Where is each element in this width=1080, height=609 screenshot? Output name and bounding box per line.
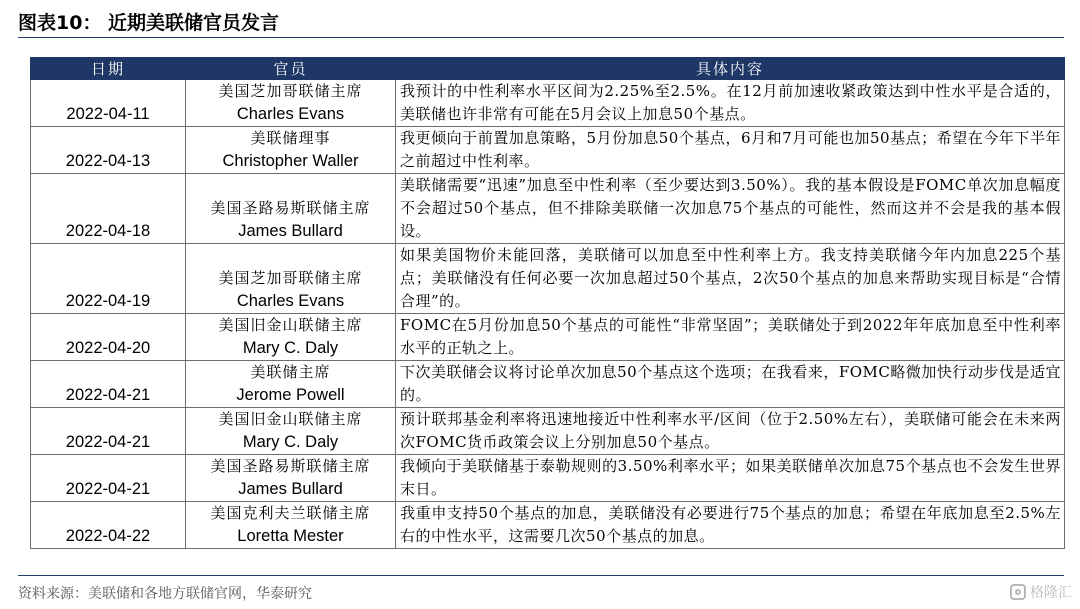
- row-content: 预计联邦基金利率将迅速地接近中性利率水平/区间（位于2.50%左右），美联储可能会在未来两次FOMC货币政策会议上分别加息50个基点。: [396, 408, 1065, 455]
- table-row: [31, 455, 1065, 502]
- watermark: [1010, 582, 1072, 602]
- official-name: Loretta Mester: [237, 527, 344, 545]
- row-official: [186, 502, 396, 549]
- row-official: [186, 314, 396, 361]
- figure-title: 图表10： 近期美联储官员发言: [18, 12, 280, 34]
- row-content: 如果美国物价未能回落，美联储可以加息至中性利率上方。我支持美联储今年内加息225个基点；美联储没有任何必要一次加息超过50个基点，2次50个基点的加息来帮助实现目标是“合情合理”的。: [396, 244, 1065, 314]
- official-name: Christopher Waller: [222, 152, 359, 170]
- footer-divider: [18, 575, 1064, 576]
- official-organization: 美国芝加哥联储主席: [218, 269, 363, 287]
- table-row: [31, 502, 1065, 549]
- row-official: [186, 80, 396, 127]
- table-row: [31, 361, 1065, 408]
- official-organization: 美国克利夫兰联储主席: [210, 504, 371, 522]
- row-content: 下次美联储会议将讨论单次加息50个基点这个选项；在我看来，FOMC略微加快行动步伐是适宜的。: [396, 361, 1065, 408]
- official-organization: 美国圣路易斯联储主席: [210, 457, 371, 475]
- official-name: James Bullard: [238, 222, 343, 240]
- row-date: 2022-04-22: [31, 502, 186, 549]
- table-row: [31, 80, 1065, 127]
- row-content: 我更倾向于前置加息策略，5月份加息50个基点，6月和7月可能也加50基点；希望在今年下半年之前超过中性利率。: [396, 127, 1065, 174]
- table-row: [31, 244, 1065, 314]
- header-content: 具体内容: [396, 58, 1065, 80]
- table-row: [31, 314, 1065, 361]
- row-date: 2022-04-13: [31, 127, 186, 174]
- table-header-row: [31, 58, 1065, 80]
- official-organization: 美国旧金山联储主席: [218, 316, 363, 334]
- row-date: 2022-04-21: [31, 408, 186, 455]
- official-name: Charles Evans: [236, 292, 345, 310]
- official-organization: 美国圣路易斯联储主席: [210, 199, 371, 217]
- table-row: [31, 174, 1065, 244]
- fed-remarks-table: [30, 57, 1065, 549]
- row-date: 2022-04-21: [31, 361, 186, 408]
- source-note: 资料来源：美联储和各地方联储官网，华泰研究: [18, 586, 312, 602]
- row-date: 2022-04-19: [31, 244, 186, 314]
- row-official: [186, 455, 396, 502]
- official-organization: 美联储主席: [250, 363, 331, 381]
- title-divider: [18, 37, 1064, 38]
- official-organization: 美联储理事: [250, 129, 331, 147]
- official-name: James Bullard: [238, 480, 343, 498]
- table-row: [31, 408, 1065, 455]
- row-official: [186, 127, 396, 174]
- table-row: [31, 127, 1065, 174]
- row-official: [186, 361, 396, 408]
- row-official: [186, 174, 396, 244]
- gelonghui-logo-icon: [1010, 584, 1026, 600]
- row-content: 我倾向于美联储基于泰勒规则的3.50%利率水平；如果美联储单次加息75个基点也不会发生世界末日。: [396, 455, 1065, 502]
- row-content: 我预计的中性利率水平区间为2.25%至2.5%。在12月前加速收紧政策达到中性水平是合适的，美联储也许非常有可能在5月会议上加息50个基点。: [396, 80, 1065, 127]
- official-name: Mary C. Daly: [242, 339, 339, 357]
- watermark-text: 格隆汇: [1030, 585, 1072, 601]
- row-content: FOMC在5月份加息50个基点的可能性“非常坚固”；美联储处于到2022年年底加息至中性利率水平的正轨之上。: [396, 314, 1065, 361]
- row-date: 2022-04-20: [31, 314, 186, 361]
- row-official: [186, 408, 396, 455]
- official-organization: 美国旧金山联储主席: [218, 410, 363, 428]
- official-name: Charles Evans: [236, 105, 345, 123]
- official-name: Mary C. Daly: [242, 433, 339, 451]
- row-content: 美联储需要“迅速”加息至中性利率（至少要达到3.50%）。我的基本假设是FOMC单次加息幅度不会超过50个基点，但不排除美联储一次加息75个基点的可能性，然而这并不会是我的基本假设。: [396, 174, 1065, 244]
- official-organization: 美国芝加哥联储主席: [218, 82, 363, 100]
- row-official: [186, 244, 396, 314]
- row-date: 2022-04-11: [31, 80, 186, 127]
- header-date: 日期: [31, 58, 186, 80]
- official-name: Jerome Powell: [236, 386, 345, 404]
- row-date: 2022-04-21: [31, 455, 186, 502]
- header-official: 官员: [186, 58, 396, 80]
- row-date: 2022-04-18: [31, 174, 186, 244]
- row-content: 我重申支持50个基点的加息，美联储没有必要进行75个基点的加息；希望在年底加息至2.5%左右的中性水平，这需要几次50个基点的加息。: [396, 502, 1065, 549]
